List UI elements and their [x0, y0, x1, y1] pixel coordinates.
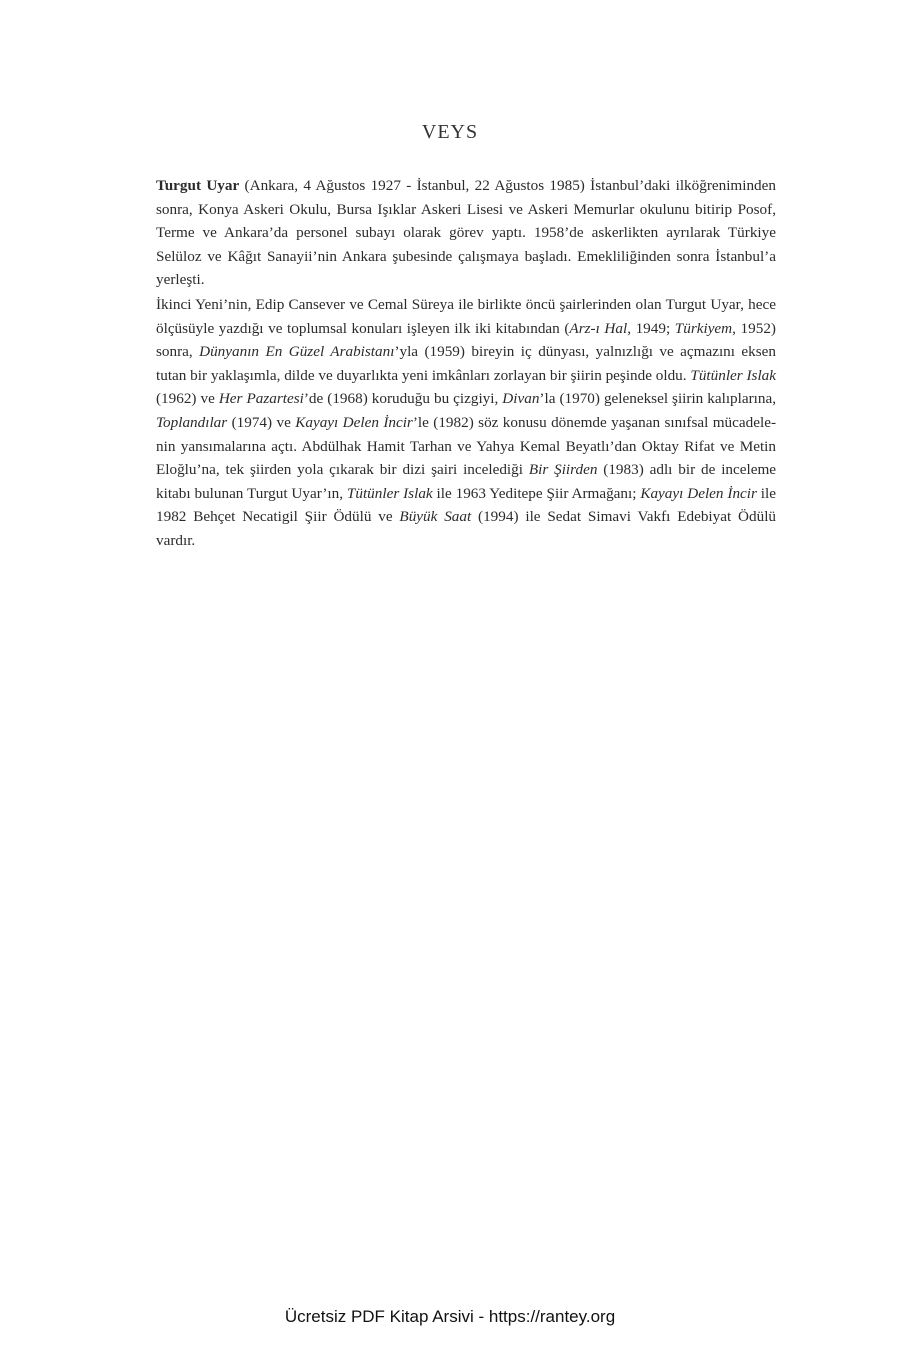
biography-text: [156, 174, 776, 553]
footer-watermark: Ücretsiz PDF Kitap Arsivi - https://rantey.org: [284, 1307, 616, 1326]
italic-title: Bir Şiirden: [528, 461, 598, 479]
text-run: ’la (1970) geleneksel şiirin kalıplarına,: [539, 390, 777, 408]
italic-title: Tütünler Islak: [690, 366, 777, 384]
italic-title: Her Pazartesi: [218, 390, 304, 408]
text-run: ile 1982 Behçet Necatigil Şiir Ödülü ve: [156, 484, 776, 526]
text-run: ’yla (1959) bireyin iç dünyası, yalnızlığı ve açmazını eksen tutan bir yaklaşımla, dilde ve duyarlıkta yeni imkânları zorlayan bir şiirin peşinde oldu.: [156, 343, 776, 384]
biography-paragraph-2: [156, 293, 776, 553]
text-run: , 1952) sonra,: [156, 319, 776, 361]
italic-title: Kayayı Delen İncir: [640, 484, 757, 502]
text-run: ile 1963 Yeditepe Şiir Armağanı;: [432, 484, 641, 502]
italic-title: Toplandılar: [156, 413, 228, 431]
text-run: (1994) ile Sedat Simavi Vakfı Edebiyat Ödülü vardır.: [156, 508, 777, 549]
italic-title: Dünyanın En Güzel Arabistanı: [199, 343, 395, 361]
italic-title: Kayayı Delen İncir: [295, 413, 413, 431]
bold-text: Turgut Uyar: [156, 177, 240, 194]
text-run: , 1949;: [627, 319, 675, 337]
italic-title: Büyük Saat: [399, 508, 472, 526]
text-run: (Ankara, 4 Ağustos 1927 - İstanbul, 22 Ağustos 1985) İstanbul’daki ilköğreniminden sonra, Konya Askeri Okulu, Bursa Işıklar Askeri Lisesi ve Askeri Memurlar okulunu bitirip Posof, Terme ve Ankara’da personel subayı olarak görev yaptı. 1958’de askerlikten ayrılarak Türkiye Selüloz ve Kâğıt Sanayii’nin Ankara şubesinde çalışmaya başladı. Emekliliğinden sonra İstanbul’a yerleşti.: [156, 177, 776, 289]
text-run: ’le (1982) söz konusu dönemde yaşanan sınıfsal mücadelenin yansımalarına açtı. Abdülhak Hamit Tarhan ve Yahya Kemal Beyatlı’dan Oktay Rifat ve Metin Eloğlu’na, tek şiirden yola çıkarak bir dizi şairi incelediği: [156, 413, 776, 479]
text-run: İkinci Yeni’nin, Edip Cansever ve Cemal Süreya ile birlikte öncü şairlerinden olan Turgut Uyar, hece ölçüsüyle yazdığı ve toplumsal konuları işleyen ilk iki kitabından (: [156, 295, 776, 337]
italic-title: Tütünler Islak: [346, 484, 433, 502]
italic-title: Arz-ı Hal: [569, 319, 628, 337]
biography-paragraph-1: [156, 174, 776, 292]
text-run: (1962) ve: [156, 390, 219, 408]
text-run: (1983) adlı bir de inceleme kitabı bulunan Turgut Uyar’ın,: [156, 461, 777, 502]
text-run: ’de (1968) koruduğu bu çizgiyi,: [303, 390, 503, 408]
italic-title: Türkiyem: [674, 319, 733, 337]
text-run: (1974) ve: [227, 413, 296, 431]
page-title: VEYS: [421, 121, 479, 143]
italic-title: Divan: [502, 390, 540, 408]
